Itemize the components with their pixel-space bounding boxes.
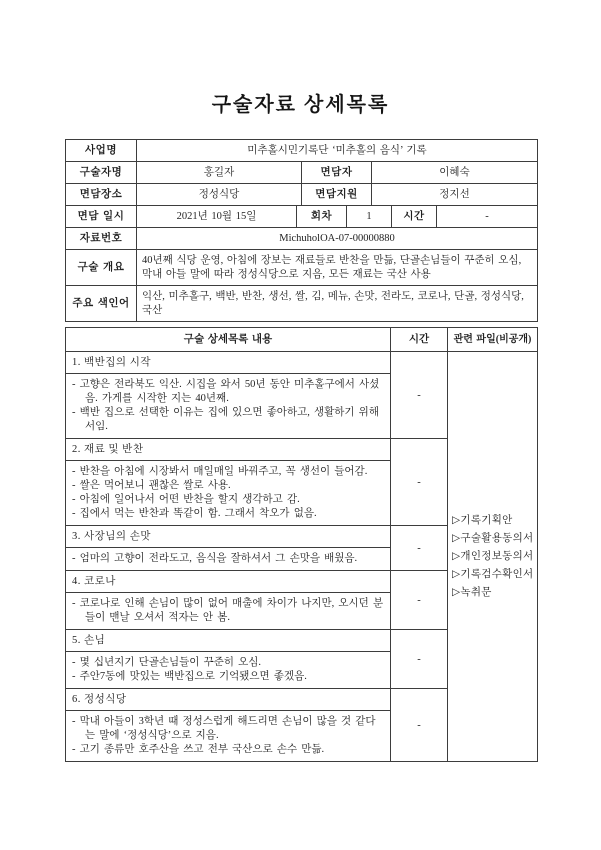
bullet-line: - 고향은 전라북도 익산. 시집을 와서 50년 동안 미추홀구에서 사셨음. 가게를 시작한 지는 40년째. — [72, 379, 380, 404]
bullet-line: - 반찬을 아침에 시장봐서 매일매일 바꿔주고, 꼭 생선이 들어감. — [72, 466, 368, 477]
time-value: - — [436, 206, 537, 227]
section-time: - — [390, 630, 447, 688]
section-bullets — [66, 652, 390, 688]
bullet-line: - 아침에 일어나서 어떤 반찬을 할지 생각하고 감. — [72, 494, 300, 505]
round-label: 회차 — [296, 206, 346, 227]
info-row-place — [66, 183, 537, 205]
section-bullets — [66, 593, 390, 629]
section-main — [66, 439, 390, 525]
section-time: - — [390, 526, 447, 570]
section-time: - — [390, 689, 447, 761]
page-title: 구술자료 상세목록 — [211, 94, 390, 116]
interviewer-value: 이혜숙 — [371, 162, 537, 183]
date-value: 2021년 10월 15일 — [136, 206, 296, 227]
related-file-item: ▷녹취문 — [452, 586, 492, 598]
detail-header-files: 관련 파일(비공개) — [447, 328, 537, 351]
bullet-line: - 막내 아들이 3학년 때 정성스럽게 해드리면 손님이 많을 것 같다는 말에 ‘정성식당’으로 지음. — [72, 716, 376, 741]
bullet-line: - 주안7동에 맛있는 백반집으로 기억됐으면 좋겠음. — [72, 671, 307, 682]
section-main — [66, 526, 390, 570]
section-main — [66, 571, 390, 629]
detail-sections — [66, 352, 447, 761]
info-row-summary — [66, 249, 537, 285]
section-main — [66, 630, 390, 688]
docno-label: 자료번호 — [79, 233, 123, 244]
section-time: - — [390, 571, 447, 629]
info-row-keywords — [66, 285, 537, 321]
detail-body — [66, 351, 537, 761]
place-label: 면담장소 — [79, 189, 123, 200]
info-table — [65, 139, 538, 322]
bullet-line: - 백반 집으로 선택한 이유는 집에 있으면 좋아하고, 생활하기 위해서임. — [72, 407, 379, 432]
keywords-value: 익산, 미추홀구, 백반, 반찬, 생선, 쌀, 김, 메뉴, 손맛, 전라도, 코로나, 단골, 정성식당, 국산 — [136, 286, 537, 321]
summary-label: 구술 개요 — [77, 262, 125, 273]
section-bullets — [66, 548, 390, 570]
detail-header-content: 구술 상세목록 내용 — [183, 334, 273, 345]
info-row-docno — [66, 227, 537, 249]
section-main — [66, 352, 390, 438]
detail-table — [65, 327, 538, 762]
related-files-list — [447, 352, 537, 761]
section-bullets — [66, 461, 390, 525]
detail-section — [66, 352, 447, 439]
section-bullets — [66, 374, 390, 438]
support-value: 정지선 — [371, 184, 537, 205]
section-title: 4. 코로나 — [66, 571, 390, 593]
section-title: 3. 사장님의 손맛 — [66, 526, 390, 548]
docno-value: MichuholOA-07-00000880 — [136, 228, 537, 249]
summary-value: 40년째 식당 운영, 아침에 장보는 재료들로 반찬을 만듦, 단골손님들이 꾸준히 오심, 막내 아들 말에 따라 정성식당으로 지음, 모든 재료는 국산 사용 — [136, 250, 537, 285]
interviewer-label: 면담자 — [301, 162, 371, 183]
project-label: 사업명 — [85, 145, 117, 156]
bullet-line: - 몇 십년지기 단골손님들이 꾸준히 오심. — [72, 657, 262, 668]
section-title: 2. 재료 및 반찬 — [66, 439, 390, 461]
narrator-value: 홍길자 — [136, 162, 301, 183]
round-value: 1 — [346, 206, 391, 227]
related-file-item: ▷구술활용동의서 — [452, 532, 534, 544]
detail-header-row — [66, 328, 537, 351]
info-row-narrator — [66, 161, 537, 183]
section-title: 5. 손님 — [66, 630, 390, 652]
section-title: 1. 백반집의 시작 — [66, 352, 390, 374]
time-label: 시간 — [391, 206, 436, 227]
narrator-label: 구술자명 — [79, 167, 123, 178]
section-bullets — [66, 711, 390, 761]
section-main — [66, 689, 390, 761]
detail-header-time: 시간 — [390, 328, 447, 351]
section-title: 6. 정성식당 — [66, 689, 390, 711]
detail-section — [66, 526, 447, 571]
bullet-line: - 쌀은 먹어보니 괜찮은 쌀로 사용. — [72, 480, 231, 491]
detail-section — [66, 439, 447, 526]
related-file-item: ▷기록기획안 — [452, 514, 513, 526]
related-file-item: ▷기록검수확인서 — [452, 568, 534, 580]
section-time: - — [390, 352, 447, 438]
support-label: 면담지원 — [301, 184, 371, 205]
project-value: 미추홀시민기록단 ‘미추홀의 음식’ 기록 — [136, 140, 537, 161]
detail-section — [66, 689, 447, 761]
keywords-label: 주요 색인어 — [72, 298, 130, 309]
detail-section — [66, 630, 447, 689]
detail-section — [66, 571, 447, 630]
date-label: 면담 일시 — [77, 211, 125, 222]
section-time: - — [390, 439, 447, 525]
bullet-line: - 집에서 먹는 반찬과 똑같이 함. 그래서 착오가 없음. — [72, 508, 317, 519]
info-row-date — [66, 205, 537, 227]
info-row-project — [66, 140, 537, 161]
bullet-line: - 고기 종류만 호주산을 쓰고 전부 국산으로 손수 만듦. — [72, 744, 325, 755]
bullet-line: - 코로나로 인해 손님이 많이 없어 매출에 차이가 나지만, 오시던 분들이 맨날 오셔서 적자는 안 봄. — [72, 598, 384, 623]
bullet-line: - 엄마의 고향이 전라도고, 음식을 잘하셔서 그 손맛을 배웠음. — [72, 553, 358, 564]
place-value: 정성식당 — [136, 184, 301, 205]
related-file-item: ▷개인정보동의서 — [452, 550, 534, 562]
